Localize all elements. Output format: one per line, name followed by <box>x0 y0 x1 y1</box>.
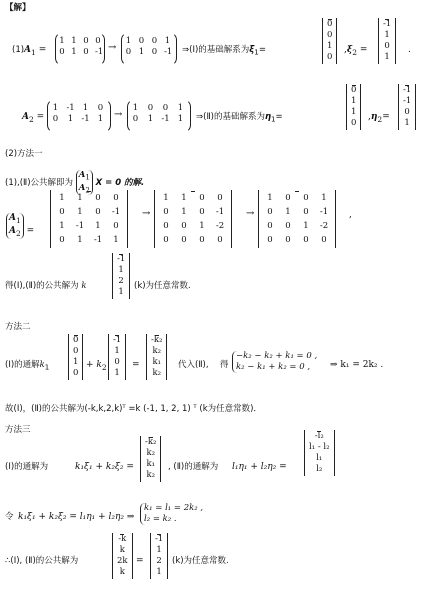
matrix-entry: 0 <box>59 46 65 57</box>
matrix-entry: k₂ <box>146 470 155 480</box>
matrix-entry: 0 <box>217 235 223 245</box>
matrix-entry: 1 <box>77 235 83 245</box>
matrix-A2-reduced <box>128 103 188 124</box>
period: , <box>349 210 352 220</box>
matrix-entry: 0 <box>199 235 205 245</box>
matrix-entry: l₂ <box>316 464 323 474</box>
matrix-entry: 1 <box>147 113 154 124</box>
matrix-entry: 1 <box>118 287 124 297</box>
matrix-entry: 0 <box>267 221 273 231</box>
matrix-entry: 0 <box>327 19 333 29</box>
matrix-entry: 1 <box>156 567 162 577</box>
matrix-entry: k₂ <box>152 368 161 378</box>
matrix-entry: 0 <box>384 41 390 51</box>
matrix-entry: 0 <box>199 193 205 203</box>
matrix-entry: 0 <box>83 46 89 57</box>
method1-result-tail: (k)为任意常数. <box>134 281 191 291</box>
matrix-entry: 0 <box>162 103 169 113</box>
matrix-entry: 1 <box>59 221 65 231</box>
matrix-entry: k <box>119 567 125 577</box>
matrix-entry: 0 <box>327 30 333 40</box>
method3-let-eq: k₁ξ₁ + k₂ξ₂ = l₁η₁ + l₂η₂ ⇒ <box>18 512 135 522</box>
matrix-entry: 0 <box>114 357 120 367</box>
basis-I-text: ⇒(Ⅰ)的基础解系为$\xi_1=$ <box>182 45 266 57</box>
vector-f2 <box>150 533 168 579</box>
matrix-entry: 0 <box>181 235 187 245</box>
solution-header: 【解】 <box>5 3 31 13</box>
matrix-entry: k <box>119 545 125 555</box>
matrix-entry: 1 <box>285 207 291 217</box>
eta2-label: $,\eta_2=$ <box>368 112 390 124</box>
matrix-entry: -l₂ <box>314 431 324 441</box>
matrix-entry: 0 <box>267 235 273 245</box>
matrix-A1-reduced <box>122 36 174 57</box>
matrix-entry: 1 <box>327 41 333 51</box>
matrix-entry: 1 <box>52 103 59 113</box>
system-eq: −k₂ − k₂ + k₁ = 0 , k₂ − k₁ + k₂ = 0 , <box>232 351 317 373</box>
matrix-entry: 0 <box>73 346 79 356</box>
matrix-entry: 1 <box>97 113 104 124</box>
matrix-entry: 1 <box>384 52 390 62</box>
matrix-entry: 1 <box>73 357 79 367</box>
vector-common-solution <box>112 253 130 299</box>
matrix-entry: 0 <box>303 207 309 217</box>
method2-result: 故(Ⅰ)，(Ⅱ)的公共解为(-k,k,2,k)ᵀ =k (-1, 1, 2, 1) ᵀ (k为任意常数)． <box>5 404 262 414</box>
vector-f1 <box>112 533 133 579</box>
matrix-entry: 1 <box>67 113 74 124</box>
matrix-entry: 0 <box>217 193 223 203</box>
method3-line-b: k₁ξ₁ + k₂ξ₂ = <box>75 462 134 472</box>
matrix-entry: 1 <box>71 36 77 46</box>
matrix-entry: 0 <box>163 235 169 245</box>
matrix-entry: -k₂ <box>151 335 163 345</box>
matrix-entry: 0 <box>125 46 132 57</box>
matrix-entry: 1 <box>384 30 390 40</box>
matrix-A1 <box>56 36 104 57</box>
method3-line-a: (Ⅰ)的通解为 <box>5 462 49 472</box>
matrix-entry: 0 <box>147 103 154 113</box>
matrix-entry: k₁ <box>152 357 161 367</box>
matrix-entry: 1 <box>59 193 65 203</box>
matrix-entry: 1 <box>163 193 169 203</box>
matrix-entry: l₁ <box>316 453 323 463</box>
matrix-entry: 0 <box>267 207 273 217</box>
matrix-entry: 0 <box>132 113 139 124</box>
matrix-entry: 0 <box>95 36 101 46</box>
derive-text: 得 <box>220 360 229 370</box>
method3-line-d: l₁η₁ + l₂η₂ = <box>232 462 287 472</box>
matrix-entry: 1 <box>138 46 145 57</box>
method1-line: (1),(Ⅱ)公共解即为 $A_1$ $A_2$ X = 0 的解. <box>5 170 145 195</box>
matrix-entry: -1 <box>66 103 75 113</box>
matrix-entry: 0 <box>285 221 291 231</box>
method1-result: 得(Ⅰ),(Ⅱ)的公共解为 k <box>5 281 87 291</box>
matrix-entry: 0 <box>52 113 59 124</box>
matrix-entry: k₂ <box>146 448 155 458</box>
matrix-entry: 1 <box>156 545 162 555</box>
matrix-entry: 1 <box>132 103 139 113</box>
matrix-entry: -2 <box>319 221 329 231</box>
matrix-entry: 0 <box>97 103 104 113</box>
matrix-entry: 0 <box>321 235 327 245</box>
matrix-entry: -1 <box>403 85 412 95</box>
matrix-entry: 2 <box>118 276 124 286</box>
matrix-entry: 0 <box>113 221 119 231</box>
substitute-text: 代入(Ⅱ), <box>178 360 209 370</box>
matrix-entry: 1 <box>303 221 309 231</box>
matrix-entry: 0 <box>199 207 205 217</box>
vector-xi1 <box>322 18 337 64</box>
matrix-entry: 1 <box>181 193 187 203</box>
matrix-entry: 0 <box>181 221 187 231</box>
matrix-stacked <box>50 190 128 248</box>
matrix-entry: 1 <box>177 113 184 124</box>
matrix-entry: -1 <box>164 46 173 57</box>
vector-eta2 <box>398 84 416 130</box>
matrix-entry: 1 <box>351 107 357 117</box>
matrix-entry: 2k <box>117 556 128 566</box>
matrix-entry: 0 <box>95 207 101 217</box>
plus-k2: + $k_2$ <box>86 360 107 372</box>
matrix-entry: 0 <box>73 368 79 378</box>
matrix-entry: 0 <box>351 118 357 128</box>
system-eq-2: k₁ = l₁ = 2k₂ , l₂ = k₂ . <box>140 503 203 525</box>
vector-eta1 <box>346 84 361 130</box>
matrix-entry: 1 <box>118 265 124 275</box>
matrix-entry: l₁ - l₂ <box>309 442 330 452</box>
matrix-entry: 0 <box>285 193 291 203</box>
matrix-entry: -1 <box>93 235 103 245</box>
part1-label: $(1)A_1$ = <box>12 45 47 57</box>
matrix-entry: 1 <box>164 36 171 46</box>
method2-title: 方法二 <box>5 322 31 332</box>
matrix-entry: 0 <box>303 235 309 245</box>
final-tail: (k)为任意常数. <box>172 556 229 566</box>
basis-II-text: ⇒(Ⅱ)的基础解系为$\eta_1=$ <box>196 112 283 124</box>
matrix-entry: 1 <box>351 96 357 106</box>
equals: = <box>132 360 140 370</box>
matrix-entry: -2 <box>215 221 225 231</box>
matrix-entry: 1 <box>71 46 77 57</box>
matrix-entry: -1 <box>383 19 392 29</box>
matrix-entry: 1 <box>95 221 101 231</box>
matrix-entry: 2 <box>156 556 162 566</box>
method3-let: 令 <box>5 512 14 522</box>
arrow-icon: → <box>246 208 255 219</box>
matrix-entry: -1 <box>75 221 85 231</box>
matrix-entry: 1 <box>267 193 273 203</box>
matrix-entry: 1 <box>59 36 65 46</box>
matrix-entry: 1 <box>114 368 120 378</box>
vector-t2 <box>304 430 335 476</box>
matrix-stacked-step1 <box>154 190 232 248</box>
vector-xi2 <box>378 18 396 64</box>
matrix-entry: 0 <box>351 85 357 95</box>
matrix-entry: 0 <box>83 36 89 46</box>
vector-q3 <box>146 334 167 380</box>
vector-q2 <box>108 334 126 380</box>
matrix-entry: 1 <box>404 118 410 128</box>
matrix-entry: 0 <box>95 193 101 203</box>
matrix-entry: -1 <box>113 335 122 345</box>
matrix-stacked-step2 <box>258 190 336 248</box>
matrix-entry: 1 <box>181 207 187 217</box>
matrix-entry: k₂ <box>152 346 161 356</box>
matrix-entry: 0 <box>138 36 145 46</box>
matrix-entry: -1 <box>117 254 126 264</box>
matrix-A2 <box>48 103 108 124</box>
matrix-entry: 1 <box>82 103 89 113</box>
vector-t1 <box>140 436 161 482</box>
matrix-entry: 0 <box>285 235 291 245</box>
matrix-entry: 0 <box>327 52 333 62</box>
equals: = <box>136 556 144 566</box>
matrix-entry: 0 <box>404 107 410 117</box>
matrix-entry: -k <box>118 534 127 544</box>
arrow-icon: → <box>108 42 117 53</box>
matrix-entry: 0 <box>73 335 79 345</box>
arrow-icon: → <box>142 208 151 219</box>
matrix-entry: 1 <box>114 346 120 356</box>
matrix-entry: 1 <box>321 193 327 203</box>
matrix-entry: -1 <box>95 46 104 57</box>
matrix-entry: 1 <box>113 235 119 245</box>
matrix-entry: 0 <box>303 193 309 203</box>
arrow-icon: → <box>114 109 123 120</box>
matrix-entry: 0 <box>59 235 65 245</box>
matrix-entry: -1 <box>161 113 170 124</box>
final-result: ∴(Ⅰ), (Ⅱ)的公共解为 <box>5 556 79 566</box>
A2-label: $A_2$ = <box>22 112 45 124</box>
matrix-entry: -1 <box>155 534 164 544</box>
k1-result: ⇒ k₁ = 2k₂ . <box>330 360 384 370</box>
A1A2-stack: $A_1$ $A_2$ = <box>6 213 34 239</box>
matrix-entry: 0 <box>113 193 119 203</box>
method2-line: (Ⅰ)的通解$k_1$ <box>5 360 50 372</box>
matrix-entry: -1 <box>403 96 412 106</box>
matrix-entry: 0 <box>59 207 65 217</box>
matrix-entry: -1 <box>111 207 121 217</box>
period: . <box>408 45 411 55</box>
matrix-entry: 0 <box>151 36 158 46</box>
method3-title: 方法三 <box>5 425 31 435</box>
matrix-entry: -1 <box>81 113 90 124</box>
matrix-entry: 1 <box>77 193 83 203</box>
matrix-entry: 0 <box>163 207 169 217</box>
matrix-entry: -1 <box>215 207 225 217</box>
matrix-entry: 1 <box>77 207 83 217</box>
xi2-label: $,\xi_2$ = <box>344 45 368 57</box>
method1-title: (2)方法一 <box>5 149 43 159</box>
matrix-entry: 0 <box>163 221 169 231</box>
matrix-entry: 1 <box>125 36 132 46</box>
matrix-entry: 1 <box>177 103 184 113</box>
matrix-entry: -1 <box>319 207 329 217</box>
vector-q1 <box>68 334 83 380</box>
method3-line-c: , (Ⅱ)的通解为 <box>168 462 219 472</box>
matrix-entry: -k₂ <box>145 437 157 447</box>
matrix-entry: 0 <box>151 46 158 57</box>
matrix-entry: 1 <box>199 221 205 231</box>
matrix-entry: k₁ <box>146 459 155 469</box>
